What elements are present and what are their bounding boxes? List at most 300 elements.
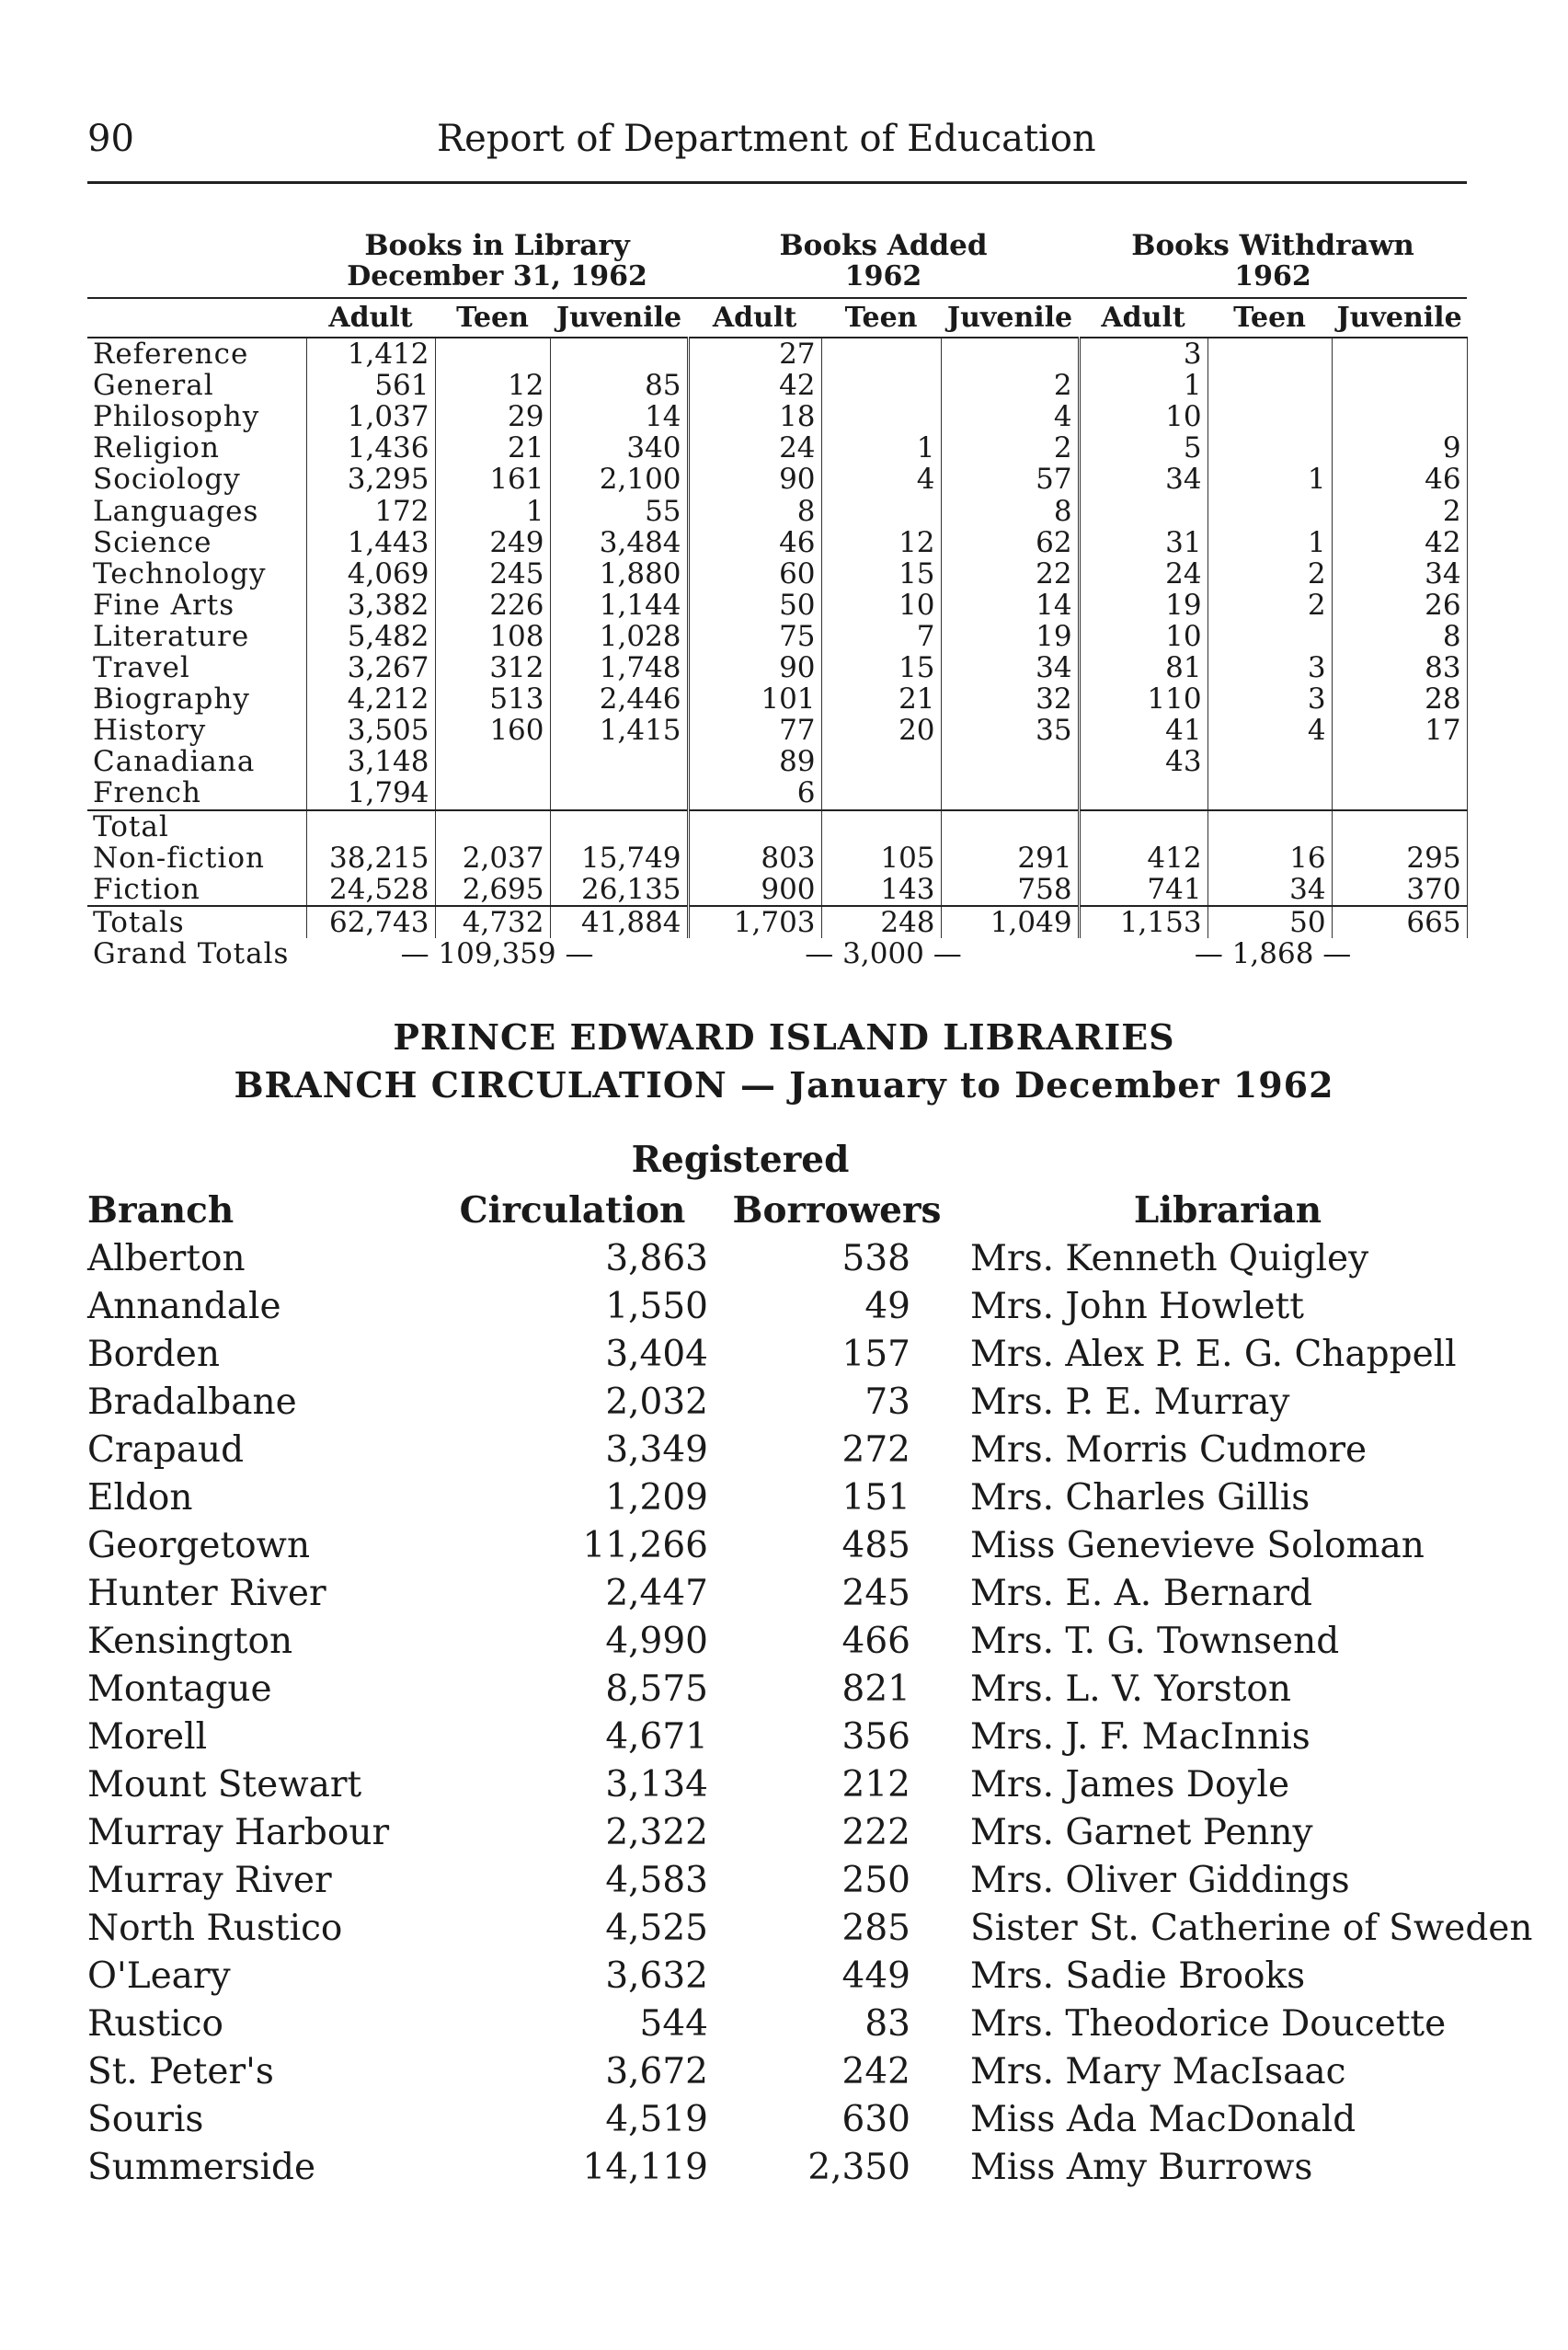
cell-value: 32 bbox=[941, 683, 1079, 715]
cell-value: 12 bbox=[435, 370, 550, 401]
cell-value: 3,295 bbox=[306, 464, 435, 495]
librarian-name: Mrs. Theodorice Doucette bbox=[970, 2002, 1447, 2045]
cell-value: 1,443 bbox=[306, 527, 435, 558]
cell-value: 105 bbox=[821, 843, 941, 874]
table-row bbox=[87, 464, 1467, 495]
group-title-library: Books in Library bbox=[364, 229, 630, 262]
branch-name: Rustico bbox=[87, 2002, 223, 2045]
book-stock-table bbox=[87, 230, 1468, 969]
cell-value: 90 bbox=[688, 652, 821, 683]
cell-value: 1,748 bbox=[550, 652, 688, 683]
circulation-value: 4,519 bbox=[605, 2098, 708, 2140]
cell-value: 34 bbox=[1079, 464, 1207, 495]
borrowers-column-header: Borrowers bbox=[732, 1189, 942, 1232]
borrowers-value: 466 bbox=[841, 1620, 910, 1662]
cell-value: 340 bbox=[550, 432, 688, 464]
table-row bbox=[87, 1808, 1485, 1856]
cell-value: 41,884 bbox=[550, 906, 688, 938]
cell-value: 9 bbox=[1332, 432, 1467, 464]
cell-value: 24,528 bbox=[306, 874, 435, 906]
row-label: Technology bbox=[93, 556, 267, 590]
cell-value: 2,100 bbox=[550, 464, 688, 495]
cell-value: 42 bbox=[688, 370, 821, 401]
cell-value: 2 bbox=[941, 370, 1079, 401]
cell-value: 22 bbox=[941, 558, 1079, 590]
cell-value bbox=[1332, 401, 1467, 432]
librarian-name: Mrs. E. A. Bernard bbox=[970, 1572, 1312, 1614]
cell-value: 35 bbox=[941, 715, 1079, 746]
cell-value: 1,415 bbox=[550, 715, 688, 746]
cell-value: 4 bbox=[1207, 715, 1332, 746]
table-row bbox=[87, 338, 1467, 370]
cell-value: 245 bbox=[435, 558, 550, 590]
librarian-name: Mrs. Mary MacIsaac bbox=[970, 2050, 1346, 2092]
branch-name: Summerside bbox=[87, 2146, 316, 2188]
cell-value: 21 bbox=[435, 432, 550, 464]
cell-value: 10 bbox=[1079, 621, 1207, 652]
running-title: Report of Department of Education bbox=[437, 118, 1096, 160]
cell-value bbox=[435, 338, 550, 370]
cell-value: 55 bbox=[550, 496, 688, 527]
librarian-name: Mrs. Charles Gillis bbox=[970, 1476, 1310, 1519]
table-row bbox=[87, 558, 1467, 590]
table-row bbox=[87, 1665, 1485, 1713]
cell-value: 62 bbox=[941, 527, 1079, 558]
cell-value bbox=[821, 777, 941, 809]
row-label: History bbox=[93, 714, 207, 748]
cell-value: 62,743 bbox=[306, 906, 435, 938]
table-row bbox=[87, 370, 1467, 401]
group-subheader-row bbox=[87, 261, 1467, 298]
circulation-value: 4,525 bbox=[605, 1907, 708, 1949]
cell-value: 4,732 bbox=[435, 906, 550, 938]
row-label: Languages bbox=[93, 494, 259, 528]
group-date-added: 1962 bbox=[688, 261, 1079, 298]
cell-value bbox=[1079, 810, 1207, 843]
table-row bbox=[87, 1904, 1485, 1952]
cell-value: 17 bbox=[1332, 715, 1467, 746]
librarian-name: Mrs. Sadie Brooks bbox=[970, 1955, 1306, 1997]
cell-value: 14 bbox=[550, 401, 688, 432]
borrowers-value: 449 bbox=[841, 1955, 910, 1997]
table-row bbox=[87, 1234, 1485, 1282]
table-row bbox=[87, 1282, 1485, 1330]
cell-value bbox=[1207, 432, 1332, 464]
cell-value: 34 bbox=[1207, 874, 1332, 906]
table-row bbox=[87, 1521, 1485, 1569]
cell-value: 19 bbox=[1079, 590, 1207, 621]
header-rule bbox=[87, 181, 1467, 184]
borrowers-value: 49 bbox=[864, 1285, 910, 1327]
cell-value: 8 bbox=[688, 496, 821, 527]
branch-name: Morell bbox=[87, 1715, 208, 1758]
cell-value: 31 bbox=[1079, 527, 1207, 558]
column-header: Adult bbox=[688, 298, 821, 338]
cell-value: 3 bbox=[1207, 652, 1332, 683]
table-row bbox=[87, 777, 1467, 809]
row-label: Biography bbox=[93, 682, 250, 716]
librarian-name: Mrs. Alex P. E. G. Chappell bbox=[970, 1333, 1457, 1375]
cell-value: 4,069 bbox=[306, 558, 435, 590]
borrowers-value: 212 bbox=[841, 1763, 910, 1805]
branch-name: Murray Harbour bbox=[87, 1811, 390, 1853]
cell-value bbox=[941, 810, 1079, 843]
branch-name: Annandale bbox=[87, 1285, 281, 1327]
borrowers-value: 630 bbox=[841, 2098, 910, 2140]
page-number: 90 bbox=[87, 118, 134, 160]
table-row bbox=[87, 1856, 1485, 1904]
table-row bbox=[87, 1569, 1485, 1617]
circulation-value: 1,209 bbox=[605, 1476, 708, 1519]
registered-header: Registered bbox=[631, 1139, 850, 1181]
cell-value: 10 bbox=[1079, 401, 1207, 432]
cell-value: 1,794 bbox=[306, 777, 435, 809]
branch-name: St. Peter's bbox=[87, 2050, 274, 2092]
cell-value bbox=[1079, 496, 1207, 527]
row-label: French bbox=[93, 776, 201, 810]
table-row bbox=[87, 2095, 1485, 2143]
circulation-header-row bbox=[87, 1186, 1485, 1234]
cell-value: 43 bbox=[1079, 746, 1207, 777]
table-row bbox=[87, 527, 1467, 558]
total-label-row bbox=[87, 810, 1467, 843]
cell-value bbox=[435, 810, 550, 843]
branch-name: Montague bbox=[87, 1668, 272, 1710]
cell-value: 741 bbox=[1079, 874, 1207, 906]
circulation-column-header: Circulation bbox=[459, 1189, 686, 1232]
cell-value: 24 bbox=[1079, 558, 1207, 590]
cell-value bbox=[1332, 777, 1467, 809]
circulation-value: 2,447 bbox=[605, 1572, 708, 1614]
cell-value bbox=[1079, 777, 1207, 809]
cell-value: 2,037 bbox=[435, 843, 550, 874]
cell-value bbox=[821, 810, 941, 843]
circulation-value: 1,550 bbox=[605, 1285, 708, 1327]
librarian-name: Mrs. Kenneth Quigley bbox=[970, 1237, 1369, 1279]
borrowers-value: 242 bbox=[841, 2050, 910, 2092]
cell-value: 1,703 bbox=[688, 906, 821, 938]
borrowers-value: 285 bbox=[841, 1907, 910, 1949]
page-header bbox=[87, 118, 1467, 173]
grand-totals-row bbox=[87, 938, 1467, 969]
cell-value: 7 bbox=[821, 621, 941, 652]
cell-value: 85 bbox=[550, 370, 688, 401]
circulation-value: 8,575 bbox=[605, 1668, 708, 1710]
row-label: Fine Arts bbox=[93, 588, 235, 622]
borrowers-value: 151 bbox=[841, 1476, 910, 1519]
cell-value bbox=[1332, 746, 1467, 777]
table-row bbox=[87, 2047, 1485, 2095]
table-row bbox=[87, 652, 1467, 683]
borrowers-value: 356 bbox=[841, 1715, 910, 1758]
cell-value: 561 bbox=[306, 370, 435, 401]
row-label: Sociology bbox=[93, 463, 241, 497]
table-row bbox=[87, 621, 1467, 652]
cell-value: 665 bbox=[1332, 906, 1467, 938]
cell-value: 3,484 bbox=[550, 527, 688, 558]
borrowers-value: 245 bbox=[841, 1572, 910, 1614]
row-label: Religion bbox=[93, 431, 220, 465]
cell-value: 5,482 bbox=[306, 621, 435, 652]
cell-value: 1,880 bbox=[550, 558, 688, 590]
branch-name: Crapaud bbox=[87, 1428, 245, 1471]
cell-value: 143 bbox=[821, 874, 941, 906]
row-label: Non-fiction bbox=[93, 841, 265, 875]
cell-value: 2,695 bbox=[435, 874, 550, 906]
column-header: Teen bbox=[1207, 298, 1332, 338]
column-header: Adult bbox=[306, 298, 435, 338]
cell-value bbox=[1207, 338, 1332, 370]
branch-name: Eldon bbox=[87, 1476, 193, 1519]
grand-total-value: — 3,000 — bbox=[805, 936, 962, 970]
circulation-value: 14,119 bbox=[582, 2146, 708, 2188]
cell-value: 90 bbox=[688, 464, 821, 495]
table-row bbox=[87, 2000, 1485, 2047]
table-row bbox=[87, 1760, 1485, 1808]
cell-value: 1,144 bbox=[550, 590, 688, 621]
row-label: Reference bbox=[93, 338, 249, 372]
cell-value bbox=[941, 746, 1079, 777]
column-header: Juvenile bbox=[941, 298, 1079, 338]
cell-value: 249 bbox=[435, 527, 550, 558]
column-header: Juvenile bbox=[1332, 298, 1467, 338]
cell-value: 28 bbox=[1332, 683, 1467, 715]
table-row bbox=[87, 1378, 1485, 1426]
cell-value: 2 bbox=[1207, 590, 1332, 621]
cell-value bbox=[1332, 338, 1467, 370]
table-row bbox=[87, 715, 1467, 746]
cell-value bbox=[550, 810, 688, 843]
cell-value: 248 bbox=[821, 906, 941, 938]
cell-value: 1,049 bbox=[941, 906, 1079, 938]
cell-value: 3,382 bbox=[306, 590, 435, 621]
cell-value: 1,153 bbox=[1079, 906, 1207, 938]
cell-value bbox=[941, 338, 1079, 370]
branch-name: North Rustico bbox=[87, 1907, 343, 1949]
branch-name: Mount Stewart bbox=[87, 1763, 362, 1805]
cell-value: 291 bbox=[941, 843, 1079, 874]
borrowers-value: 538 bbox=[841, 1237, 910, 1279]
cell-value: 1 bbox=[1079, 370, 1207, 401]
cell-value bbox=[1207, 777, 1332, 809]
cell-value: 3,148 bbox=[306, 746, 435, 777]
branch-name: O'Leary bbox=[87, 1955, 231, 1997]
cell-value: 12 bbox=[821, 527, 941, 558]
column-header: Juvenile bbox=[550, 298, 688, 338]
librarian-name: Mrs. James Doyle bbox=[970, 1763, 1290, 1805]
cell-value: 295 bbox=[1332, 843, 1467, 874]
cell-value: 1 bbox=[821, 432, 941, 464]
row-label: Literature bbox=[93, 619, 250, 653]
borrowers-value: 222 bbox=[841, 1811, 910, 1853]
subtotal-row bbox=[87, 874, 1467, 906]
cell-value: 27 bbox=[688, 338, 821, 370]
totals-row bbox=[87, 906, 1467, 938]
cell-value: 29 bbox=[435, 401, 550, 432]
cell-value: 21 bbox=[821, 683, 941, 715]
cell-value bbox=[306, 810, 435, 843]
cell-value: 1,037 bbox=[306, 401, 435, 432]
column-header: Teen bbox=[435, 298, 550, 338]
cell-value: 50 bbox=[1207, 906, 1332, 938]
row-label: Total bbox=[87, 810, 306, 843]
librarian-name: Sister St. Catherine of Sweden bbox=[970, 1907, 1533, 1949]
cell-value: 41 bbox=[1079, 715, 1207, 746]
cell-value bbox=[550, 338, 688, 370]
cell-value: 8 bbox=[941, 496, 1079, 527]
cell-value: 83 bbox=[1332, 652, 1467, 683]
circulation-value: 2,032 bbox=[605, 1381, 708, 1423]
cell-value: 14 bbox=[941, 590, 1079, 621]
cell-value: 226 bbox=[435, 590, 550, 621]
cell-value: 101 bbox=[688, 683, 821, 715]
circulation-value: 3,349 bbox=[605, 1428, 708, 1471]
cell-value: 42 bbox=[1332, 527, 1467, 558]
table-row bbox=[87, 1330, 1485, 1378]
group-title-added: Books Added bbox=[779, 229, 988, 262]
branch-name: Borden bbox=[87, 1333, 220, 1375]
column-header: Adult bbox=[1079, 298, 1207, 338]
borrowers-value: 73 bbox=[864, 1381, 910, 1423]
circulation-value: 3,672 bbox=[605, 2050, 708, 2092]
borrowers-value: 250 bbox=[841, 1859, 910, 1901]
cell-value: 19 bbox=[941, 621, 1079, 652]
cell-value: 412 bbox=[1079, 843, 1207, 874]
cell-value: 20 bbox=[821, 715, 941, 746]
cell-value bbox=[688, 810, 821, 843]
borrowers-value: 821 bbox=[841, 1668, 910, 1710]
table-row bbox=[87, 2143, 1485, 2191]
table-row bbox=[87, 746, 1467, 777]
cell-value: 3,267 bbox=[306, 652, 435, 683]
circulation-value: 11,266 bbox=[582, 1524, 708, 1566]
cell-value: 2 bbox=[1207, 558, 1332, 590]
cell-value: 46 bbox=[688, 527, 821, 558]
cell-value: 15 bbox=[821, 558, 941, 590]
borrowers-value: 83 bbox=[864, 2002, 910, 2045]
row-label: Grand Totals bbox=[93, 936, 290, 970]
cell-value: 2 bbox=[941, 432, 1079, 464]
cell-value: 108 bbox=[435, 621, 550, 652]
row-label: Totals bbox=[87, 906, 306, 938]
branch-name: Alberton bbox=[87, 1237, 246, 1279]
table-row bbox=[87, 1713, 1485, 1760]
cell-value: 4 bbox=[941, 401, 1079, 432]
cell-value: 900 bbox=[688, 874, 821, 906]
cell-value: 4 bbox=[821, 464, 941, 495]
group-header-row bbox=[87, 230, 1467, 261]
group-date-withdrawn: 1962 bbox=[1079, 261, 1467, 298]
cell-value: 110 bbox=[1079, 683, 1207, 715]
group-date-library: December 31, 1962 bbox=[306, 261, 688, 298]
cell-value: 758 bbox=[941, 874, 1079, 906]
table-row bbox=[87, 401, 1467, 432]
cell-value: 57 bbox=[941, 464, 1079, 495]
subtotal-row bbox=[87, 843, 1467, 874]
cell-value: 38,215 bbox=[306, 843, 435, 874]
cell-value: 26 bbox=[1332, 590, 1467, 621]
cell-value bbox=[941, 777, 1079, 809]
circulation-value: 4,671 bbox=[605, 1715, 708, 1758]
table-row bbox=[87, 683, 1467, 715]
librarian-name: Mrs. T. G. Townsend bbox=[970, 1620, 1340, 1662]
cell-value bbox=[1332, 370, 1467, 401]
circulation-value: 544 bbox=[639, 2002, 708, 2045]
cell-value bbox=[821, 401, 941, 432]
cell-value bbox=[1332, 810, 1467, 843]
column-header-row bbox=[87, 298, 1467, 338]
borrowers-value: 485 bbox=[841, 1524, 910, 1566]
cell-value: 46 bbox=[1332, 464, 1467, 495]
cell-value bbox=[821, 496, 941, 527]
column-header: Teen bbox=[821, 298, 941, 338]
table-row bbox=[87, 590, 1467, 621]
cell-value: 172 bbox=[306, 496, 435, 527]
branch-name: Hunter River bbox=[87, 1572, 326, 1614]
cell-value: 3 bbox=[1207, 683, 1332, 715]
row-label: General bbox=[93, 369, 214, 403]
cell-value: 81 bbox=[1079, 652, 1207, 683]
cell-value: 3,505 bbox=[306, 715, 435, 746]
cell-value bbox=[821, 746, 941, 777]
librarian-name: Mrs. Garnet Penny bbox=[970, 1811, 1313, 1853]
cell-value bbox=[1207, 621, 1332, 652]
cell-value: 34 bbox=[1332, 558, 1467, 590]
cell-value: 160 bbox=[435, 715, 550, 746]
grand-total-value: — 1,868 — bbox=[1194, 936, 1352, 970]
cell-value: 24 bbox=[688, 432, 821, 464]
librarian-name: Mrs. L. V. Yorston bbox=[970, 1668, 1291, 1710]
cell-value bbox=[1207, 401, 1332, 432]
branch-name: Kensington bbox=[87, 1620, 293, 1662]
row-label: Travel bbox=[93, 651, 190, 685]
cell-value: 312 bbox=[435, 652, 550, 683]
librarian-name: Mrs. P. E. Murray bbox=[970, 1381, 1290, 1423]
cell-value: 15,749 bbox=[550, 843, 688, 874]
branch-name: Souris bbox=[87, 2098, 204, 2140]
cell-value: 10 bbox=[821, 590, 941, 621]
cell-value: 18 bbox=[688, 401, 821, 432]
cell-value: 60 bbox=[688, 558, 821, 590]
cell-value: 5 bbox=[1079, 432, 1207, 464]
cell-value bbox=[435, 777, 550, 809]
cell-value: 1 bbox=[435, 496, 550, 527]
borrowers-value: 2,350 bbox=[807, 2146, 910, 2188]
cell-value bbox=[550, 746, 688, 777]
cell-value bbox=[1207, 496, 1332, 527]
cell-value: 77 bbox=[688, 715, 821, 746]
group-title-withdrawn: Books Withdrawn bbox=[1131, 229, 1414, 262]
cell-value bbox=[821, 370, 941, 401]
cell-value: 89 bbox=[688, 746, 821, 777]
cell-value: 2 bbox=[1332, 496, 1467, 527]
cell-value bbox=[435, 746, 550, 777]
cell-value bbox=[821, 338, 941, 370]
cell-value: 4,212 bbox=[306, 683, 435, 715]
table-row bbox=[87, 1617, 1485, 1665]
borrowers-value: 272 bbox=[841, 1428, 910, 1471]
cell-value: 75 bbox=[688, 621, 821, 652]
row-label: Canadiana bbox=[93, 745, 256, 779]
branch-circulation-table bbox=[87, 1186, 1533, 2191]
cell-value: 1,028 bbox=[550, 621, 688, 652]
cell-value: 34 bbox=[941, 652, 1079, 683]
table-row bbox=[87, 1473, 1485, 1521]
librarian-name: Mrs. Oliver Giddings bbox=[970, 1859, 1350, 1901]
librarian-name: Mrs. Morris Cudmore bbox=[970, 1428, 1368, 1471]
branch-name: Bradalbane bbox=[87, 1381, 297, 1423]
cell-value: 1 bbox=[1207, 527, 1332, 558]
